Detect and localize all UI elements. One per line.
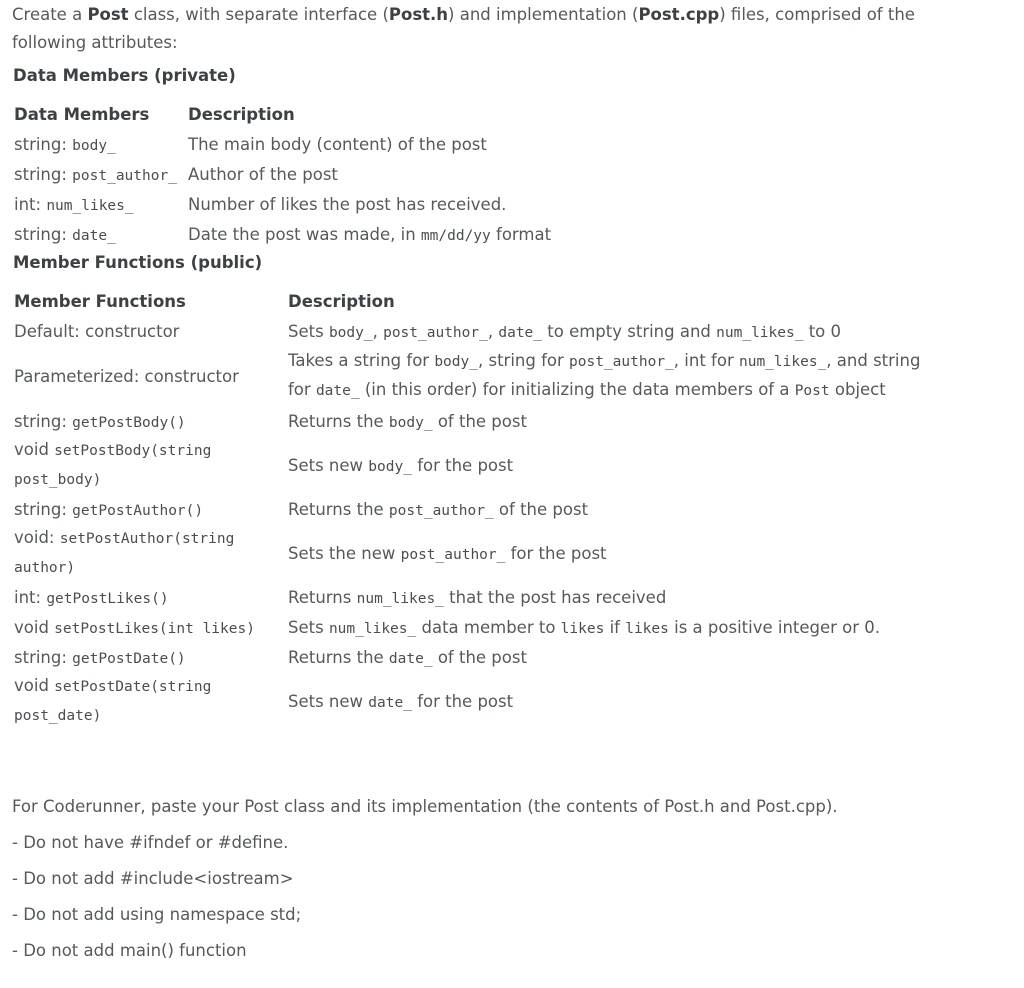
intro-text: ) files, comprised of the following attributes: — [12, 5, 915, 52]
description-cell: Returns the body_ of the post — [288, 411, 527, 431]
table-row — [12, 189, 553, 219]
function-cell: string: getPostBody() — [14, 411, 186, 431]
table-row — [12, 159, 553, 189]
intro-text: class, with separate interface ( — [128, 5, 389, 24]
table-row — [12, 129, 553, 159]
member-name: body_ — [72, 137, 116, 154]
member-cell — [12, 159, 186, 189]
column-header: Description — [288, 291, 395, 311]
function-cell: Parameterized: constructor — [14, 366, 239, 386]
description-cell: The main body (content) of the post — [188, 134, 487, 154]
description-cell: Author of the post — [188, 164, 338, 184]
description-cell: Returns the date_ of the post — [288, 647, 527, 667]
member-name: post_author_ — [72, 167, 177, 184]
description-cell: Returns the post_author_ of the post — [288, 499, 589, 519]
table-row — [12, 494, 950, 524]
description-cell — [186, 219, 553, 249]
function-cell: void setPostLikes(int likes) — [14, 617, 255, 637]
column-header: Description — [188, 104, 295, 124]
member-name: num_likes_ — [46, 197, 134, 214]
member-cell — [12, 189, 186, 219]
table-row — [12, 316, 950, 346]
description-text: Date the post was made, in — [188, 224, 421, 244]
column-header: Data Members — [14, 104, 150, 124]
table-header-row — [12, 99, 553, 129]
member-cell — [12, 129, 186, 159]
description-cell: Sets body_, post_author_, date_ to empty string and num_likes_ to 0 — [288, 321, 842, 341]
table-row — [12, 524, 950, 582]
function-cell: void setPostDate(string post_date) — [14, 676, 212, 724]
table-row — [12, 406, 950, 436]
date-format-code: mm/dd/yy — [420, 227, 491, 244]
member-type: string: — [14, 134, 73, 154]
table-row — [12, 436, 950, 494]
member-type: string: — [14, 224, 73, 244]
table-header-row — [12, 286, 950, 316]
member-functions-heading: Member Functions (public) — [13, 253, 263, 272]
description-cell: Number of likes the post has received. — [188, 194, 507, 214]
header-file-name: Post.h — [388, 5, 449, 24]
intro-text: ) and implementation ( — [448, 5, 639, 24]
coderunner-instructions — [12, 794, 838, 974]
data-members-table — [12, 99, 553, 249]
instruction-line: For Coderunner, paste your Post class and its implementation (the contents of Post.h and Post.cpp). — [12, 797, 838, 816]
member-name: date_ — [72, 227, 116, 244]
instruction-line: - Do not have #ifndef or #define. — [12, 833, 289, 852]
intro-text: Create a — [12, 5, 88, 24]
table-row — [12, 346, 950, 406]
column-header: Member Functions — [14, 291, 186, 311]
description-cell: Sets the new post_author_ for the post — [288, 543, 607, 563]
table-row — [12, 672, 950, 730]
intro-paragraph — [12, 0, 972, 57]
table-row — [12, 612, 950, 642]
description-cell: Sets new body_ for the post — [288, 455, 514, 475]
function-cell: int: getPostLikes() — [14, 587, 169, 607]
function-cell: string: getPostDate() — [14, 647, 186, 667]
instruction-line: - Do not add using namespace std; — [12, 905, 302, 924]
member-functions-table — [12, 286, 950, 730]
description-cell: Takes a string for body_, string for post_author_, int for num_likes_, and string for date_ (in this order) for initializing the data members of a Post object — [288, 351, 921, 399]
function-cell: void: setPostAuthor(string author) — [14, 528, 235, 576]
table-row — [12, 582, 950, 612]
description-cell: Sets num_likes_ data member to likes if likes is a positive integer or 0. — [288, 617, 881, 637]
instruction-line: - Do not add main() function — [12, 941, 247, 960]
member-cell — [12, 219, 186, 249]
function-cell: string: getPostAuthor() — [14, 499, 204, 519]
assignment-page — [12, 0, 1012, 960]
source-file-name: Post.cpp — [638, 5, 720, 24]
table-row — [12, 219, 553, 249]
instruction-line: - Do not add #include<iostream> — [12, 869, 294, 888]
description-text: format — [490, 224, 552, 244]
function-cell: void setPostBody(string post_body) — [14, 440, 212, 488]
description-cell: Returns num_likes_ that the post has received — [288, 587, 667, 607]
data-members-heading: Data Members (private) — [13, 66, 236, 85]
class-name: Post — [87, 5, 129, 24]
description-cell: Sets new date_ for the post — [288, 691, 514, 711]
function-cell: Default: constructor — [14, 321, 180, 341]
member-type: string: — [14, 164, 73, 184]
member-type: int: — [14, 194, 47, 214]
table-row — [12, 642, 950, 672]
